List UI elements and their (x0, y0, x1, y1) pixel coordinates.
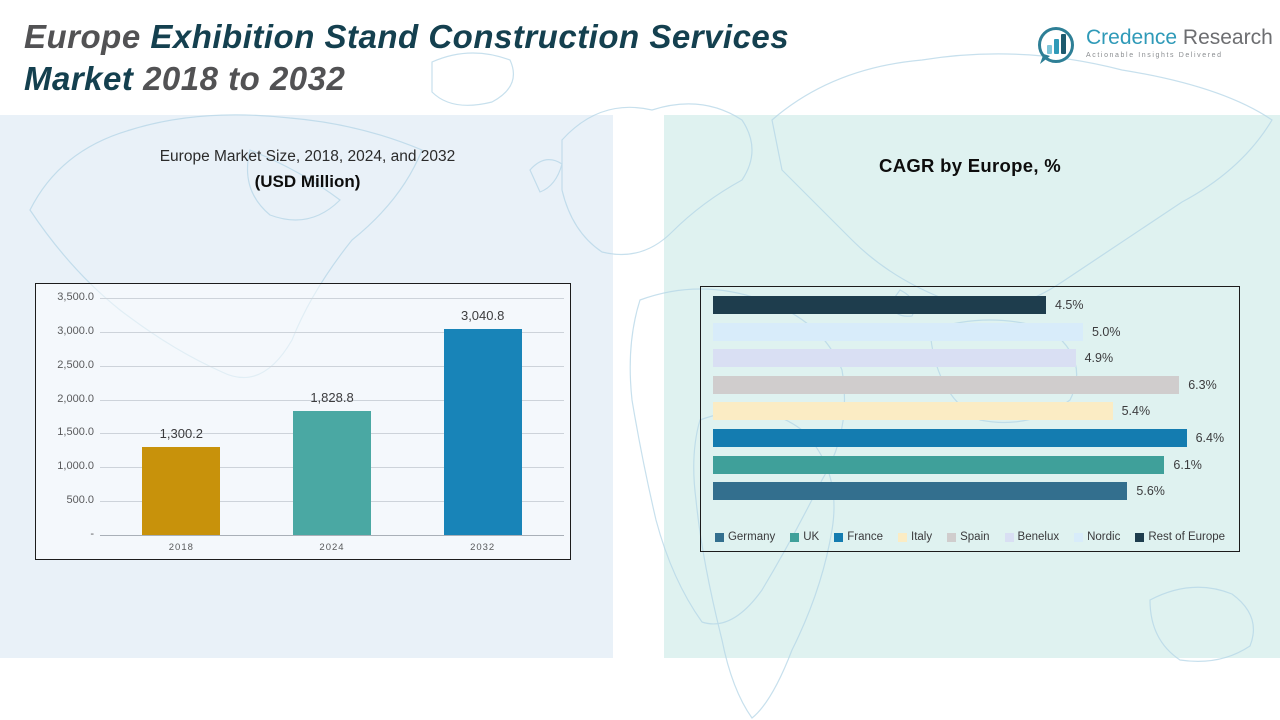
y-gridline (100, 298, 564, 299)
legend-swatch (715, 533, 724, 542)
page-title (24, 16, 1004, 100)
legend-item-benelux (1005, 531, 1060, 543)
page-title-topic: Exhibition Stand Construction Services (150, 18, 790, 55)
y-axis-tick-label: 500.0 (66, 494, 94, 507)
legend-label: UK (803, 531, 820, 543)
cagr-value-label: 6.3% (1188, 377, 1217, 392)
legend-swatch (1005, 533, 1014, 542)
x-axis-tick-label: 2024 (319, 542, 345, 553)
cagr-value-label: 5.4% (1121, 404, 1151, 419)
page-title-market: Market (24, 59, 144, 97)
y-axis-tick-label: 2,500.0 (57, 358, 94, 371)
cagr-value-label: 6.1% (1173, 457, 1202, 472)
y-axis-tick-label: - (90, 528, 94, 540)
y-axis-tick-label: 3,500.0 (57, 291, 94, 303)
legend-item-rest-of-europe (1135, 531, 1225, 543)
market-size-title-line1: Europe Market Size, 2018, 2024, and 2032 (159, 148, 456, 165)
legend-label: Nordic (1087, 531, 1121, 543)
legend-label: Italy (911, 531, 933, 543)
legend-label: Germany (727, 531, 776, 543)
cagr-bar-italy (713, 402, 1113, 420)
legend-label: France (847, 531, 884, 543)
legend-swatch (1135, 533, 1144, 542)
legend-swatch (1074, 533, 1083, 542)
legend-item-uk (790, 531, 819, 543)
x-axis-tick-label: 2018 (168, 542, 194, 553)
legend-item-france (834, 531, 883, 543)
cagr-value-label: 4.5% (1055, 298, 1084, 312)
market-size-bar-2032 (444, 329, 522, 535)
y-gridline (100, 535, 564, 536)
cagr-bar-france (713, 429, 1187, 447)
logo-brand-name: Credence Research (1086, 26, 1273, 49)
legend-label: Benelux (1017, 531, 1060, 543)
logo-tagline: Actionable Insights Delivered (1086, 52, 1223, 60)
y-axis-tick-label: 2,000.0 (57, 392, 94, 405)
x-axis-tick-label: 2032 (470, 542, 496, 553)
legend-swatch (898, 533, 907, 542)
y-axis-tick-label: 3,000.0 (57, 324, 94, 337)
cagr-value-label: 5.6% (1136, 484, 1165, 499)
page-title-region: Europe (24, 18, 151, 55)
cagr-legend (701, 531, 1239, 543)
legend-label: Spain (960, 531, 990, 543)
cagr-chart-title: CAGR by Europe, % (879, 155, 1061, 176)
cagr-bar-rest-of-europe (713, 296, 1046, 314)
legend-swatch (834, 533, 843, 542)
legend-swatch (790, 533, 799, 542)
bar-value-label: 1,828.8 (310, 390, 354, 406)
cagr-chart (700, 286, 1240, 552)
market-size-chart (35, 283, 571, 560)
cagr-value-label: 6.4% (1195, 431, 1225, 445)
market-size-title-line2: (USD Million) (254, 172, 361, 191)
legend-swatch (947, 533, 956, 542)
market-size-chart-title (40, 148, 575, 192)
cagr-bar-benelux (713, 349, 1076, 367)
legend-label: Rest of Europe (1148, 531, 1226, 543)
cagr-bar-nordic (713, 323, 1083, 341)
bar-value-label: 3,040.8 (460, 308, 505, 324)
logo-chart-bubble-icon (1038, 27, 1078, 67)
cagr-bar-spain (713, 376, 1179, 394)
credence-research-logo (1038, 27, 1273, 67)
cagr-bar-uk (713, 456, 1164, 474)
cagr-bar-germany (713, 482, 1127, 500)
legend-item-nordic (1074, 531, 1120, 543)
y-axis-tick-label: 1,500.0 (57, 426, 94, 439)
market-size-bar-2024 (293, 411, 371, 535)
legend-item-spain (947, 531, 989, 543)
cagr-value-label: 4.9% (1084, 351, 1114, 366)
market-size-bar-2018 (142, 447, 220, 535)
y-axis-tick-label: 1,000.0 (57, 460, 94, 473)
legend-item-germany (715, 531, 775, 543)
page-title-years: 2018 to 2032 (143, 59, 346, 97)
bar-value-label: 1,300.2 (159, 425, 204, 441)
legend-item-italy (898, 531, 932, 543)
cagr-value-label: 5.0% (1092, 324, 1121, 339)
